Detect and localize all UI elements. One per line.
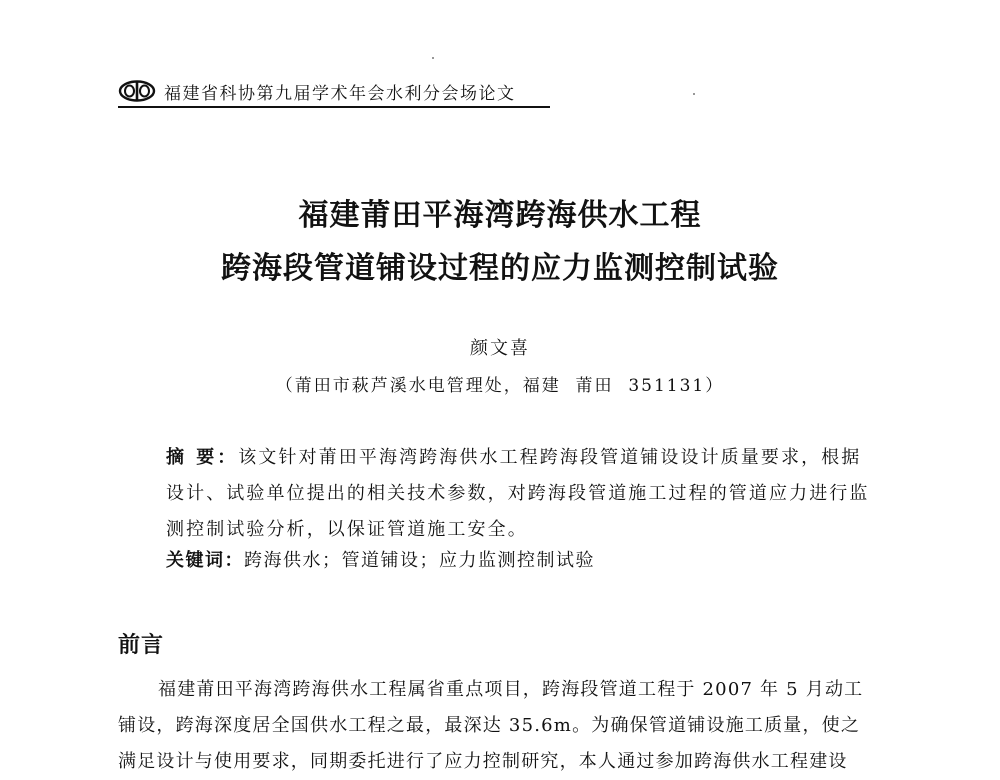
author-name: 颜文喜 [470, 338, 530, 359]
body-paragraph [118, 672, 888, 780]
abstract [166, 440, 886, 548]
body-line: 铺设，跨海深度居全国供水工程之最，最深达 35.6m。为确保管道铺设施工质量，使之 [118, 715, 861, 736]
scan-speck [693, 93, 695, 95]
body-line: 满足设计与使用要求，同期委托进行了应力控制研究，本人通过参加跨海供水工程建设 [118, 751, 848, 772]
abstract-line: 摘 要：该文针对莆田平海湾跨海供水工程跨海段管道铺设设计质量要求，根据 [166, 447, 862, 468]
scan-speck [432, 57, 434, 59]
running-header [118, 76, 550, 108]
keywords-text: 跨海供水；管道铺设；应力监测控制试验 [244, 550, 595, 571]
abstract-label: 摘 要： [166, 447, 239, 468]
body-line: 福建莆田平海湾跨海供水工程属省重点项目，跨海段管道工程于 2007 年 5 月动工 [158, 679, 864, 700]
keywords-label: 关键词： [166, 550, 244, 571]
association-logo-icon [118, 80, 156, 102]
paper-title-line-1: 福建莆田平海湾跨海供水工程 [298, 198, 702, 233]
abstract-line: 测控制试验分析，以保证管道施工安全。 [166, 519, 528, 540]
section-heading: 前言 [118, 633, 165, 658]
author-affiliation: （莆田市萩芦溪水电管理处，福建 莆田 351131） [275, 376, 725, 396]
conference-series-title: 福建省科协第九届学术年会水利分会场论文 [164, 83, 516, 104]
abstract-line: 设计、试验单位提出的相关技术参数，对跨海段管道施工过程的管道应力进行监 [166, 483, 870, 504]
paper-title-line-2: 跨海段管道铺设过程的应力监测控制试验 [221, 251, 779, 286]
keywords [166, 546, 595, 572]
